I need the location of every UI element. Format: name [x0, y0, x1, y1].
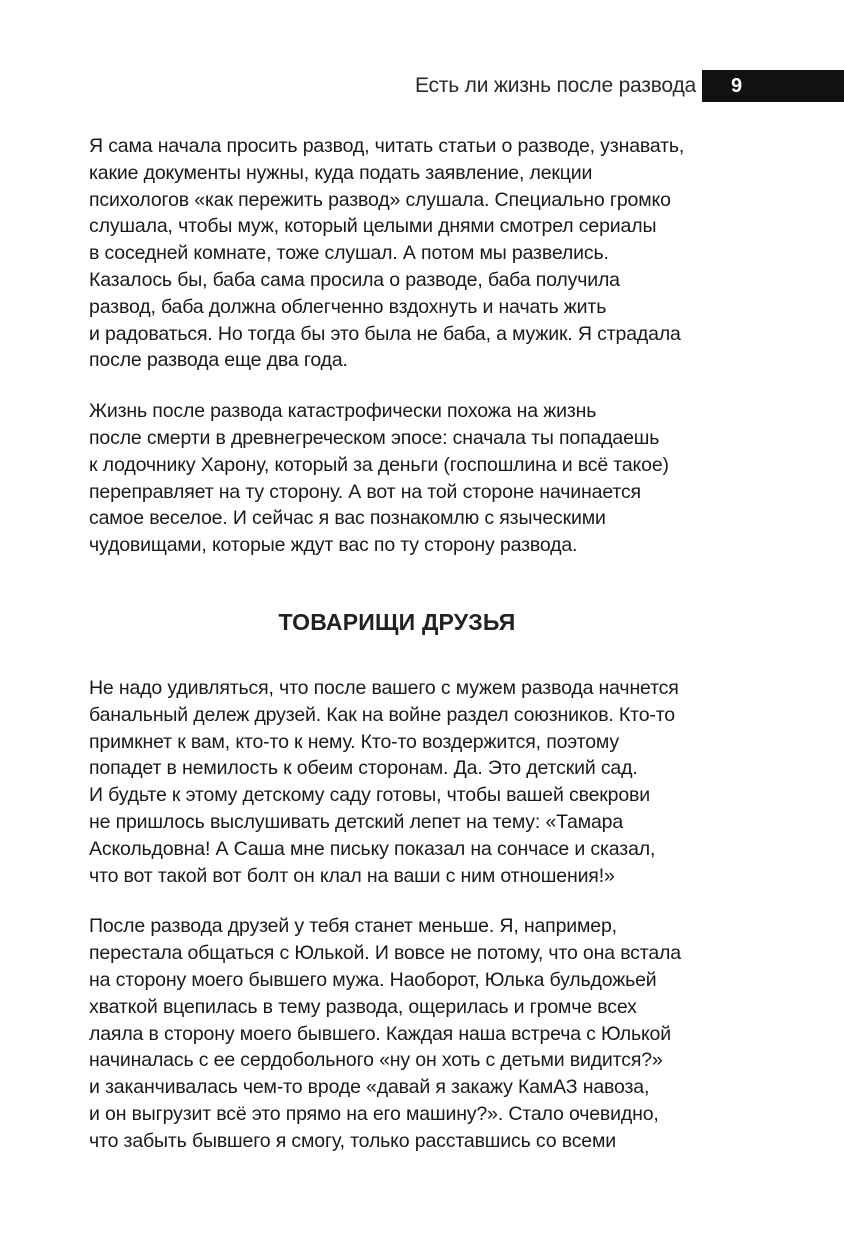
text-line: начиналась с ее сердобольного «ну он хоть с детьми видится?»	[89, 1049, 663, 1072]
text-line: в соседней комнате, тоже слушал. А потом мы развелись.	[89, 242, 609, 265]
page-number: 9	[731, 75, 743, 97]
text-line: после смерти в древнегреческом эпосе: сначала ты попадаешь	[89, 426, 660, 449]
text-line: хваткой вцепилась в тему развода, ощерилась и громче всех	[89, 995, 637, 1018]
text-line: переправляет на ту сторону. А вот на той стороне начинается	[89, 480, 641, 503]
text-line: самое веселое. И сейчас я вас познакомлю с языческими	[89, 507, 606, 530]
text-line: Жизнь после развода катастрофически похожа на жизнь	[89, 400, 597, 423]
text-line: И будьте к этому детскому саду готовы, чтобы вашей свекрови	[89, 784, 650, 807]
section-heading: ТОВАРИЩИ ДРУЗЬЯ	[278, 608, 516, 635]
text-block-after-heading	[89, 675, 705, 1155]
running-head	[0, 70, 844, 102]
paragraph	[89, 133, 705, 374]
running-title: Есть ли жизнь после развода	[414, 74, 696, 97]
paragraph	[89, 913, 705, 1154]
text-line: Я сама начала просить развод, читать статьи о разводе, узнавать,	[89, 135, 685, 157]
text-line: Казалось бы, баба сама просила о разводе, баба получила	[89, 268, 620, 291]
paragraph	[89, 398, 705, 559]
text-line: не пришлось выслушивать детский лепет на тему: «Тамара	[89, 810, 624, 833]
text-line: перестала общаться с Юлькой. И вовсе не потому, что она встала	[89, 942, 681, 965]
text-line: развод, баба должна облегченно вздохнуть и начать жить	[89, 295, 607, 318]
text-block-before-heading	[89, 133, 705, 559]
text-line: что вот такой вот болт он клал на ваши с ним отношения!»	[89, 864, 615, 887]
text-line: После развода друзей у тебя станет меньше. Я, например,	[89, 915, 617, 938]
text-line: и радоваться. Но тогда бы это была не баба, а мужик. Я страдала	[89, 322, 681, 345]
text-line: на сторону моего бывшего мужа. Наоборот, Юлька бульдожьей	[89, 968, 657, 991]
text-line: лаяла в сторону моего бывшего. Каждая наша встреча с Юлькой	[89, 1022, 671, 1045]
text-line: после развода еще два года.	[89, 349, 348, 372]
text-line: чудовищами, которые ждут вас по ту сторону развода.	[89, 534, 578, 557]
page-body	[89, 133, 705, 1155]
text-line: какие документы нужны, куда подать заявление, лекции	[89, 161, 593, 184]
text-line: и он выгрузит всё это прямо на его машину?». Стало очевидно,	[89, 1102, 659, 1125]
text-line: к лодочнику Харону, который за деньги (госпошлина и всё такое)	[89, 453, 669, 476]
text-line: что забыть бывшего я смогу, только расставшись со всеми	[89, 1129, 616, 1152]
text-line: банальный дележ друзей. Как на войне раздел союзников. Кто-то	[89, 703, 676, 726]
paragraph	[89, 675, 705, 889]
page-number-box	[702, 70, 844, 102]
text-line: слушала, чтобы муж, который целыми днями смотрел сериалы	[89, 215, 657, 238]
text-line: попадет в немилость к обеим сторонам. Да. Это детский сад.	[89, 757, 638, 780]
text-line: психологов «как пережить развод» слушала. Специально громко	[89, 188, 671, 211]
text-line: Не надо удивляться, что после вашего с мужем развода начнется	[89, 676, 679, 699]
text-line: Аскольдовна! А Саша мне письку показал на сончасе и сказал,	[89, 837, 656, 860]
text-line: примкнет к вам, кто-то к нему. Кто-то воздержится, поэтому	[89, 730, 620, 753]
text-line: и заканчивалась чем-то вроде «давай я закажу КамАЗ навоза,	[89, 1076, 650, 1099]
